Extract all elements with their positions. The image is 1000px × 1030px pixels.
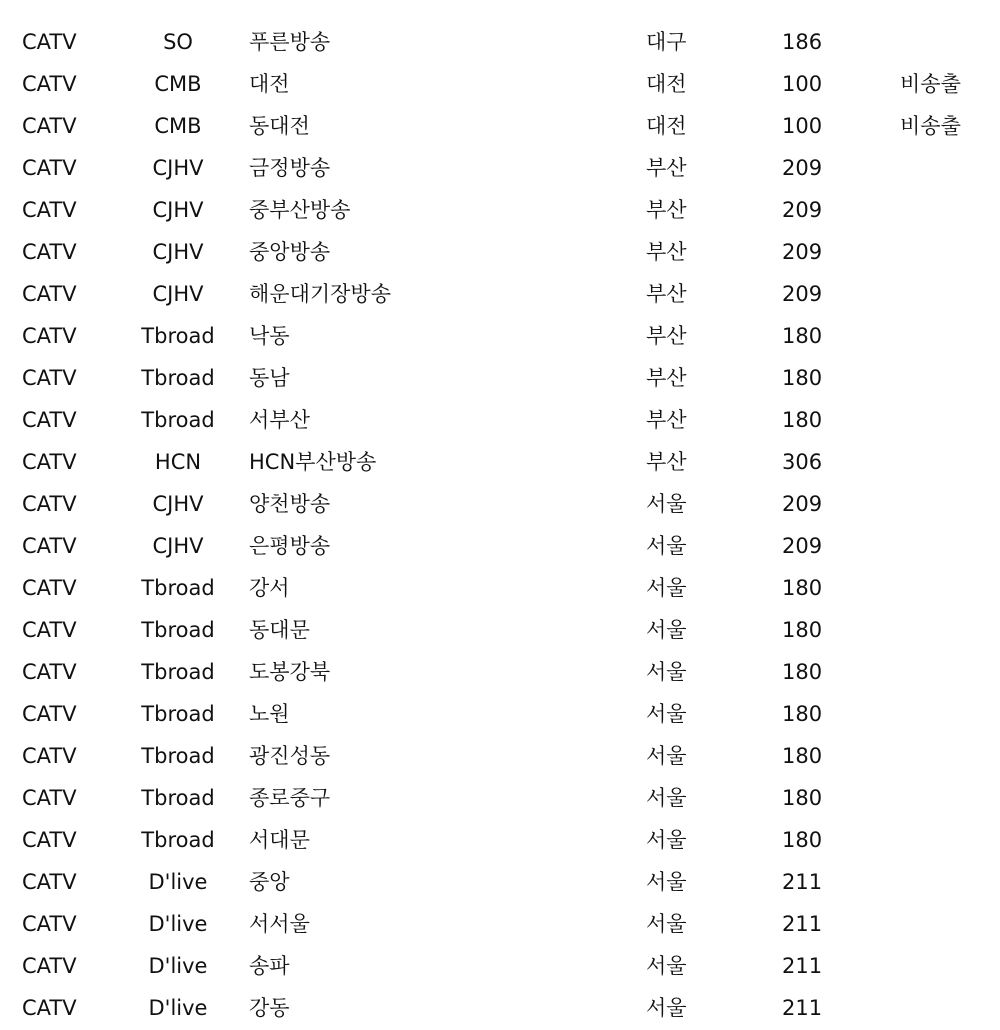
channel-number-cell: 180	[782, 828, 823, 852]
channel-number-cell: 100	[782, 114, 823, 138]
broadcast-type-cell: CATV	[22, 366, 77, 390]
broadcast-type-cell: CATV	[22, 156, 77, 180]
broadcast-type-cell: CATV	[22, 660, 77, 684]
broadcast-type-cell: CATV	[22, 324, 77, 348]
broadcast-type-cell: CATV	[22, 534, 77, 558]
station-name-cell: 중부산방송	[249, 198, 351, 222]
region-cell: 부산	[646, 282, 687, 306]
region-cell: 대전	[646, 72, 687, 96]
broadcast-type-cell: CATV	[22, 240, 77, 264]
region-cell: 대전	[646, 114, 687, 138]
channel-table	[0, 21, 1000, 1029]
region-cell: 서울	[646, 492, 687, 516]
station-name-cell: 중앙	[249, 870, 290, 894]
operator-cell: Tbroad	[141, 660, 215, 684]
operator-cell: D'live	[148, 912, 208, 936]
table-row	[0, 987, 1000, 1029]
station-name-cell: 은평방송	[249, 534, 331, 558]
station-name-cell: 송파	[249, 954, 290, 978]
region-cell: 서울	[646, 702, 687, 726]
broadcast-type-cell: CATV	[22, 912, 77, 936]
table-row	[0, 315, 1000, 357]
table-row	[0, 567, 1000, 609]
operator-cell: D'live	[148, 870, 208, 894]
region-cell: 서울	[646, 828, 687, 852]
operator-cell: Tbroad	[141, 786, 215, 810]
region-cell: 부산	[646, 408, 687, 432]
region-cell: 부산	[646, 198, 687, 222]
channel-number-cell: 209	[782, 282, 823, 306]
broadcast-type-cell: CATV	[22, 114, 77, 138]
broadcast-type-cell: CATV	[22, 996, 77, 1020]
operator-cell: Tbroad	[141, 744, 215, 768]
region-cell: 서울	[646, 786, 687, 810]
table-row	[0, 651, 1000, 693]
region-cell: 서울	[646, 912, 687, 936]
channel-number-cell: 209	[782, 198, 823, 222]
station-name-cell: 푸른방송	[249, 30, 331, 54]
table-row	[0, 483, 1000, 525]
region-cell: 서울	[646, 534, 687, 558]
channel-number-cell: 209	[782, 240, 823, 264]
table-row	[0, 819, 1000, 861]
table-row	[0, 945, 1000, 987]
station-name-cell: 금정방송	[249, 156, 331, 180]
region-cell: 서울	[646, 954, 687, 978]
operator-cell: CJHV	[152, 156, 204, 180]
table-row	[0, 441, 1000, 483]
channel-number-cell: 180	[782, 660, 823, 684]
broadcast-type-cell: CATV	[22, 786, 77, 810]
channel-number-cell: 180	[782, 408, 823, 432]
channel-number-cell: 209	[782, 534, 823, 558]
note-cell: 비송출	[900, 72, 961, 96]
table-row	[0, 21, 1000, 63]
station-name-cell: 종로중구	[249, 786, 331, 810]
operator-cell: D'live	[148, 954, 208, 978]
broadcast-type-cell: CATV	[22, 492, 77, 516]
table-row	[0, 903, 1000, 945]
station-name-cell: 동대전	[249, 114, 310, 138]
broadcast-type-cell: CATV	[22, 408, 77, 432]
region-cell: 서울	[646, 870, 687, 894]
broadcast-type-cell: CATV	[22, 870, 77, 894]
station-name-cell: 서대문	[249, 828, 310, 852]
channel-number-cell: 180	[782, 786, 823, 810]
table-row	[0, 777, 1000, 819]
table-row	[0, 609, 1000, 651]
operator-cell: CMB	[154, 114, 202, 138]
broadcast-type-cell: CATV	[22, 198, 77, 222]
station-name-cell: 도봉강북	[249, 660, 331, 684]
broadcast-type-cell: CATV	[22, 72, 77, 96]
station-name-cell: 서부산	[249, 408, 310, 432]
region-cell: 부산	[646, 450, 687, 474]
region-cell: 부산	[646, 240, 687, 264]
channel-number-cell: 211	[782, 996, 823, 1020]
broadcast-type-cell: CATV	[22, 954, 77, 978]
broadcast-type-cell: CATV	[22, 702, 77, 726]
station-name-cell: 대전	[249, 72, 290, 96]
operator-cell: Tbroad	[141, 828, 215, 852]
operator-cell: HCN	[154, 450, 202, 474]
channel-number-cell: 186	[782, 30, 823, 54]
broadcast-type-cell: CATV	[22, 576, 77, 600]
channel-number-cell: 180	[782, 618, 823, 642]
operator-cell: Tbroad	[141, 618, 215, 642]
channel-number-cell: 211	[782, 954, 823, 978]
station-name-cell: 양천방송	[249, 492, 331, 516]
table-row	[0, 861, 1000, 903]
region-cell: 부산	[646, 324, 687, 348]
broadcast-type-cell: CATV	[22, 744, 77, 768]
table-row	[0, 273, 1000, 315]
operator-cell: Tbroad	[141, 408, 215, 432]
station-name-cell: 동대문	[249, 618, 310, 642]
operator-cell: SO	[163, 30, 193, 54]
station-name-cell: 강서	[249, 576, 290, 600]
channel-number-cell: 180	[782, 366, 823, 390]
station-name-cell: 서서울	[249, 912, 310, 936]
station-name-cell: 해운대기장방송	[249, 282, 392, 306]
table-row	[0, 693, 1000, 735]
table-row	[0, 105, 1000, 147]
channel-number-cell: 180	[782, 324, 823, 348]
operator-cell: Tbroad	[141, 702, 215, 726]
table-row	[0, 63, 1000, 105]
station-name-cell: 광진성동	[249, 744, 331, 768]
station-name-cell: HCN부산방송	[249, 450, 377, 474]
broadcast-type-cell: CATV	[22, 618, 77, 642]
operator-cell: D'live	[148, 996, 208, 1020]
broadcast-type-cell: CATV	[22, 828, 77, 852]
channel-number-cell: 180	[782, 576, 823, 600]
table-row	[0, 357, 1000, 399]
channel-number-cell: 180	[782, 744, 823, 768]
region-cell: 서울	[646, 996, 687, 1020]
note-cell: 비송출	[900, 114, 961, 138]
channel-number-cell: 180	[782, 702, 823, 726]
operator-cell: Tbroad	[141, 324, 215, 348]
channel-number-cell: 211	[782, 870, 823, 894]
station-name-cell: 낙동	[249, 324, 290, 348]
region-cell: 대구	[646, 30, 687, 54]
operator-cell: CMB	[154, 72, 202, 96]
region-cell: 부산	[646, 366, 687, 390]
region-cell: 서울	[646, 744, 687, 768]
operator-cell: CJHV	[152, 492, 204, 516]
station-name-cell: 노원	[249, 702, 290, 726]
channel-number-cell: 209	[782, 492, 823, 516]
channel-number-cell: 209	[782, 156, 823, 180]
table-row	[0, 231, 1000, 273]
region-cell: 서울	[646, 576, 687, 600]
operator-cell: Tbroad	[141, 366, 215, 390]
operator-cell: CJHV	[152, 240, 204, 264]
region-cell: 서울	[646, 660, 687, 684]
table-row	[0, 525, 1000, 567]
operator-cell: CJHV	[152, 282, 204, 306]
region-cell: 부산	[646, 156, 687, 180]
table-row	[0, 735, 1000, 777]
table-row	[0, 189, 1000, 231]
broadcast-type-cell: CATV	[22, 282, 77, 306]
table-row	[0, 399, 1000, 441]
station-name-cell: 동남	[249, 366, 290, 390]
operator-cell: Tbroad	[141, 576, 215, 600]
broadcast-type-cell: CATV	[22, 450, 77, 474]
table-row	[0, 147, 1000, 189]
channel-number-cell: 306	[782, 450, 823, 474]
region-cell: 서울	[646, 618, 687, 642]
operator-cell: CJHV	[152, 534, 204, 558]
channel-number-cell: 211	[782, 912, 823, 936]
channel-number-cell: 100	[782, 72, 823, 96]
station-name-cell: 중앙방송	[249, 240, 331, 264]
station-name-cell: 강동	[249, 996, 290, 1020]
broadcast-type-cell: CATV	[22, 30, 77, 54]
operator-cell: CJHV	[152, 198, 204, 222]
